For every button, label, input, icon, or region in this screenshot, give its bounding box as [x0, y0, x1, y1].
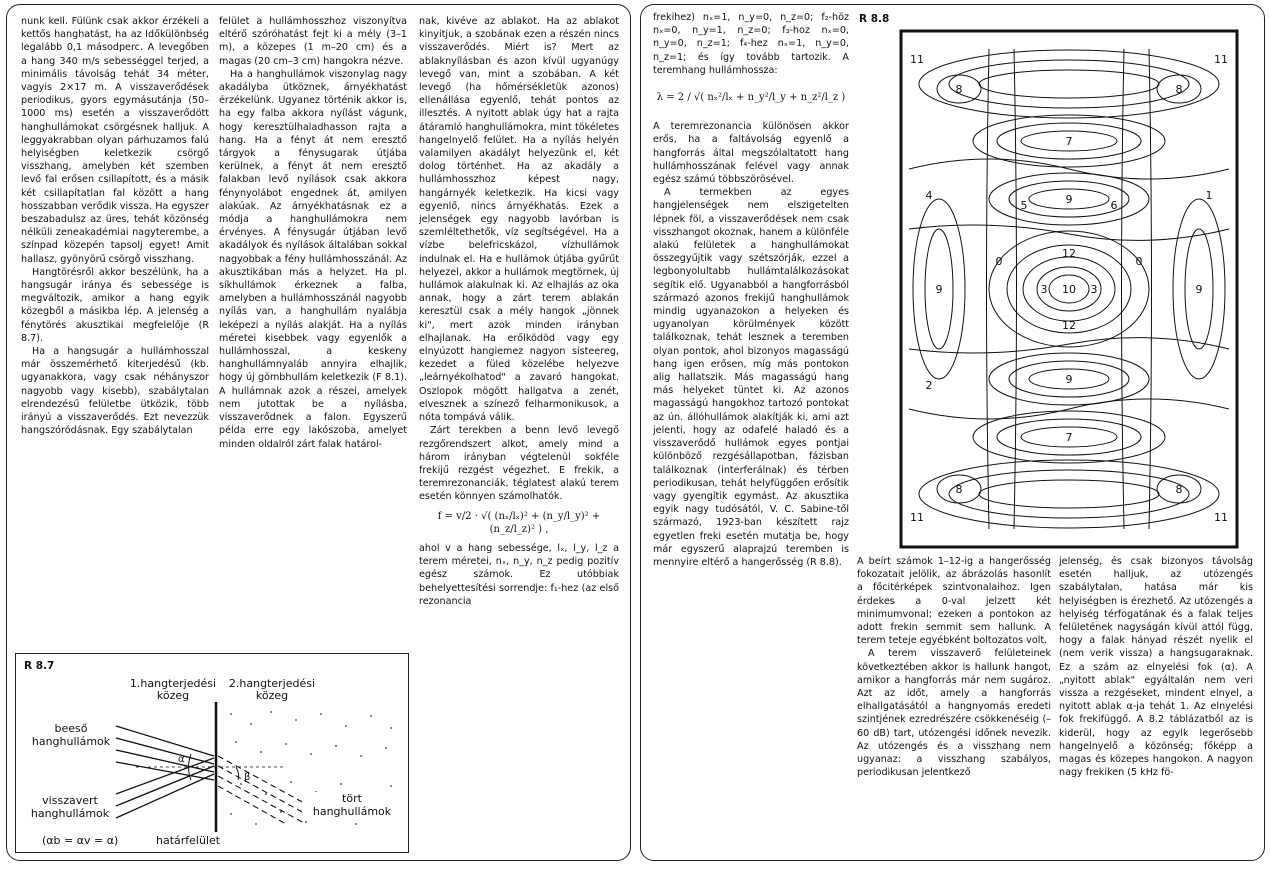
- figure-r88-sound-map: [899, 29, 1239, 549]
- paragraph: Zárt terekben a benn levő levegő rezgőrendszert alkot, amely mind a három irányban végtelenül sokféle frekijű rezgést végezhet. E frekik, a teremrezonanciák, téglatest alakú terem esetén könnyen számolhatók.: [419, 425, 619, 503]
- level-11b: 11: [1214, 53, 1228, 66]
- angle-equation: (αb = αv = α): [42, 834, 119, 847]
- level-2: 2: [925, 379, 933, 392]
- paragraph: ahol v a hang sebessége, lₓ, l_y, l_z a terem méretei, nₓ, n_y, n_z pedig pozitív egész számok. Ez utóbbiak behelyettesítési sorrendje: f₁-hez (az első rezonancia: [419, 542, 619, 607]
- level-12b: 12: [1062, 319, 1076, 332]
- refracted-label: tört hanghullámok: [302, 792, 402, 818]
- paragraph: A beírt számok 1–12-ig a hangerősség fokozatait jelölik, az ábrázolás hasonlít a főcitérképek szintvonalaihoz. Igen érdekes a 0-val jelzett két minimumvonal; ezeken a pontokon az adott frekin semmit sem hallunk. A terem teteje egyébként boltozatos volt.: [857, 556, 1051, 647]
- medium1-label: 1.hangterjedési közeg: [129, 677, 217, 702]
- level-8b: 8: [1175, 83, 1183, 96]
- paragraph: Ha a hanghullámok viszonylag nagy akadályba ütköznek, árnyékhatást érzékelünk. Ugyanez történik akkor is, ha egy falba akkora nyílást vágunk, hogy keresztülhaladhasson rajta a hang. Ha a fényt át nem eresztő tárgyok a fénysugarak útjába kerülnek, a fényt át nem eresztő falakban levő nyílások csak akkora fénynyolábot engednek át, amilyen alakúak. Az árnyékhatásnak ez a módja a hanghullámokra nem érvényes. A fénysugár útjában levő akadályok és nyílások általában sokkal nagyobbak a fény hullámhosszánál. Az akusztikában más a helyzet. Ha pl. síkhullámok érkeznek a falba, amelyben a hullámhosszánál nagyobb nyílás van, a hanghullám nyalábja leképezi a nyílás alakját. Ha a nyílás méretei kisebbek vagy egyenlők a hullámhosszal, a keskeny hanghullámnyaláb annyira elhajlik, hogy új gömbhullám keletkezik (F 8.1). A hullámnak azok a részei, amelyek nem jutottak be a nyílásba, visszaverődnek a falon. Egyszerű példa erre egy lakószoba, amelyet minden oldalról zárt falak határol-: [219, 68, 407, 450]
- resonance-formula: f = v/2 · √( (nₓ/lₓ)² + (n_y/l_y)² + (n_z/l_z)² ) ,: [437, 510, 601, 535]
- level-1: 1: [1205, 189, 1213, 202]
- figure-r87: [15, 653, 409, 853]
- incident-label: beeső hanghullámok: [31, 722, 111, 748]
- left-column-3: [419, 15, 619, 857]
- boundary-label: határfelület: [156, 834, 221, 847]
- paragraph: A teremrezonancia különösen akkor erős, ha a faltávolság egyenlő a hangforrás által megszólaltatott hang hullámhosszának felével vagy annak egész számú többszörösével.: [653, 121, 849, 186]
- paragraph: frekihez) nₓ=1, n_y=0, n_z=0; f₂-höz nₓ=0, n_y=1, n_z=0; f₃-hoz nₓ=0, n_y=0, n_z=1; f₄-hez nₓ=1, n_y=0, n_z=1; és így tovább tartozik. A teremhang hullámhossza:: [653, 12, 849, 76]
- level-7: 7: [1065, 135, 1073, 148]
- level-3: 3: [1040, 283, 1048, 296]
- level-9d: 9: [1195, 283, 1203, 296]
- level-8: 8: [955, 83, 963, 96]
- paragraph: nak, kivéve az ablakot. Ha az ablakot kinyitjuk, a szobának ezen a részén nincs visszaverődés. Miért is? Mert az ablaknyílásban és azon kívül ugyanúgy levegő van, mint a szobában. A két levegő (ha hőmérsékletük azonos) ellenállása egyenlő, tehát pontos az illesztés. A nyitott ablak úgy hat a rajta átáramló hanghullámokra, mint tökéletes hangelnyelő felület. Ha a nyílás helyén valamilyen akadályt helyezünk el, két dolog történhet. Ha az akadály a hullámhosszhoz képest nagy, hangárnyék keletkezik. Ha kicsi vagy egyenlő, nincs árnyékhatás. Ezek a jelenségek egy nagyobb lavórban is szemléltethetők, víz segítségével. Ha a vízbe belefricskázol, vízhullámok indulnak el. Ha e hullámok útjába gyűrűt helyezel, akkor a hullámok megtörnek, új hullámok alakulnak ki. Az elhajlás az oka annak, hogy a zárt terem ablakán keresztül csak a mély hangok „jönnek ki", mert azok minden irányban elhajlanak. Ha erőlködöd vagy egy elnyúzott hangiemez nagyon sisteereg, kezedet a füled közelébe helyezve „leárnyékolhatod" a zavaró hangokat. Oszlopok mögött hallgatva a zenét, elvesznek a színező felharmonikusok, a nóta tompává válik.: [419, 16, 619, 424]
- level-4: 4: [925, 189, 933, 202]
- medium2-label: 2.hangterjedési közeg: [228, 677, 316, 702]
- left-column-1: [21, 15, 209, 647]
- level-8c: 8: [955, 483, 963, 496]
- level-6: 6: [1110, 199, 1118, 212]
- beta-symbol: β: [244, 772, 251, 783]
- level-11: 11: [910, 53, 924, 66]
- paragraph: nunk kell. Fülünk csak akkor érzékeli a kettős hanghatást, ha az Időkülönbség legalább 0,1 másodperc. A levegőben a hang 340 m/s sebességgel terjed, a minimális távolság tehát 34 méter, vagyis 2×17 m. A visszaverődések periodikus, gyors egymásutánja (50–1000 ms) esetén a visszaverődött hanghullámokat csörgésnek halljuk. A leggyakrabban olyan párhuzamos falú helyiségben keletkezik csörgő visszhang, amelyben két szemben levő fal erősen csillapított, és a másik két csillapítatlan fal között a hang hosszabban verődik vissza. Ha egyszer beszabadulsz az üres, tehát közönség nélküli zeneakadémiai nagyterembe, a színpad közepén tapsolj egyet! Amit hallasz, gyönyörű csörgő visszhang.: [21, 16, 209, 265]
- right-column-3: [1059, 555, 1253, 859]
- wavelength-formula: λ = 2 / √( nₓ²/lₓ + n_y²/l_y + n_z²/l_z ): [656, 92, 846, 104]
- level-9c: 9: [935, 283, 943, 296]
- paragraph: Hangtörésről akkor beszélünk, ha a hangsugár iránya és sebessége is megváltozik, amikor a hang egyik közegből a másikba lép. A jelenség a fénytörés akusztikai megfelelője (R 8.7).: [21, 266, 209, 344]
- left-column-2: [219, 15, 407, 647]
- level-9b: 9: [1065, 373, 1073, 386]
- level-0b: 0: [1135, 255, 1143, 268]
- figure-label: R 8.7: [24, 660, 55, 672]
- paragraph: A termekben az egyes hangjelenségek nem elszigetelten lépnek föl, a visszaverődések nem csak visszhangot okoznak, hanem a különféle alakú felületek a hanghullámokat összegyűjtik vagy szétszórják, ezzel a legbonyolultabb hullámtalálkozásokat segítik elő. Ugyanabból a hangforrásból származó azonos frekijű hanghullámok mindig ugyanazokon a helyeken és ugyanolyan körülmények között találkoznak, tehát lesznek a teremben olyan pontok, ahol bizonyos magasságú hang igen erősen, míg más pontokon alig hallatszik. Más magasságú hang más helyeket tüntet ki. Az azonos magasságú hangokhoz tartozó pontokat az ún. állóhullámok alakítják ki, ami azt jelenti, hogy az odafelé haladó és a visszaverődő hullámok egyes pontjai különböző rezgésállapotban, fázisban találkoznak (interferálnak) és térben periodikusan, tehát helyfüggően erősítik vagy gyengítik egymást. Az akusztika egyik nagy tudósától, V. C. Sabine-től származó, 1923-ban készített rajz egyetlen freki esetén mutatja be, hogy már egyszerű alaprajzú teremben is mennyire eltérő a hangerősség (R 8.8).: [653, 187, 849, 568]
- alpha-symbol: α: [178, 754, 185, 765]
- level-5: 5: [1020, 199, 1028, 212]
- level-3b: 3: [1090, 283, 1098, 296]
- paragraph: felület a hullámhosszhoz viszonyítva eltérő szóróhatást fejt ki a mély (3–1 m), a közepes (1 m–20 cm) és a magas (20 cm–3 cm) hangokra nézve.: [219, 16, 407, 67]
- level-10: 10: [1062, 283, 1076, 296]
- level-9: 9: [1065, 193, 1073, 206]
- paragraph: Ha a hangsugár a hullámhosszal már összemérhető kiterjedésű (kb. ugyanakkora, vagy csak néhányszor nagyobb vagy kisebb), szabálytalan elrendezésű felületbe ütközik, több irányú a visszaverődés. Ezt nevezzük hangszóródásnak. Egy szabálytalan: [21, 346, 209, 437]
- right-column-2: [857, 555, 1051, 859]
- level-0: 0: [995, 255, 1003, 268]
- level-7b: 7: [1065, 431, 1073, 444]
- reflected-label: visszavert hanghullámok: [30, 794, 110, 820]
- level-11c: 11: [910, 511, 924, 524]
- right-page: [640, 4, 1265, 861]
- figure-label: R 8.8: [859, 13, 890, 25]
- right-column-1: [653, 11, 849, 859]
- paragraph: A terem visszaverő felületeinek következtében akkor is hallunk hangot, amikor a hangforrás már nem sugároz. Azt az időt, amely a hangforrás elhallgatásától a hangnyomás eredeti szintjének ezredrészére csökkenéséig (–60 dB) tart, utózengési időnek nevezik. Az utózengés és a visszhang nem ugyanaz: a visszhang szabályos, periodikusan jelentkező: [857, 648, 1051, 779]
- level-11d: 11: [1214, 511, 1228, 524]
- level-8d: 8: [1175, 483, 1183, 496]
- paragraph: jelenség, és csak bizonyos távolság esetén halljuk, az utózengés szabálytalan, hatása már kis helyiségben is érezhető. Az utózengés a helyiség térfogatának és a falak teljes felületének nagyságán kívül attól függ, hogy a falak hányad részét nyelik el (nem verik vissza) a hangsugaraknak. Ez a szám az elnyelési fok (α). A „nyitott ablak" egyáltalán nem veri vissza a rezgéseket, mindent elnyel, a nyitott ablak α-ja tehát 1. Az elnyelési fok frekifüggő. A 8.2 táblázatból az is kiderül, hogy az egylk legerősebb hangelnyelő a közönség; főképp a magas és közepes hangokon. A nagyon nagy frekiken (5 kHz fö-: [1059, 556, 1253, 779]
- level-12: 12: [1062, 247, 1076, 260]
- left-page: [6, 4, 631, 861]
